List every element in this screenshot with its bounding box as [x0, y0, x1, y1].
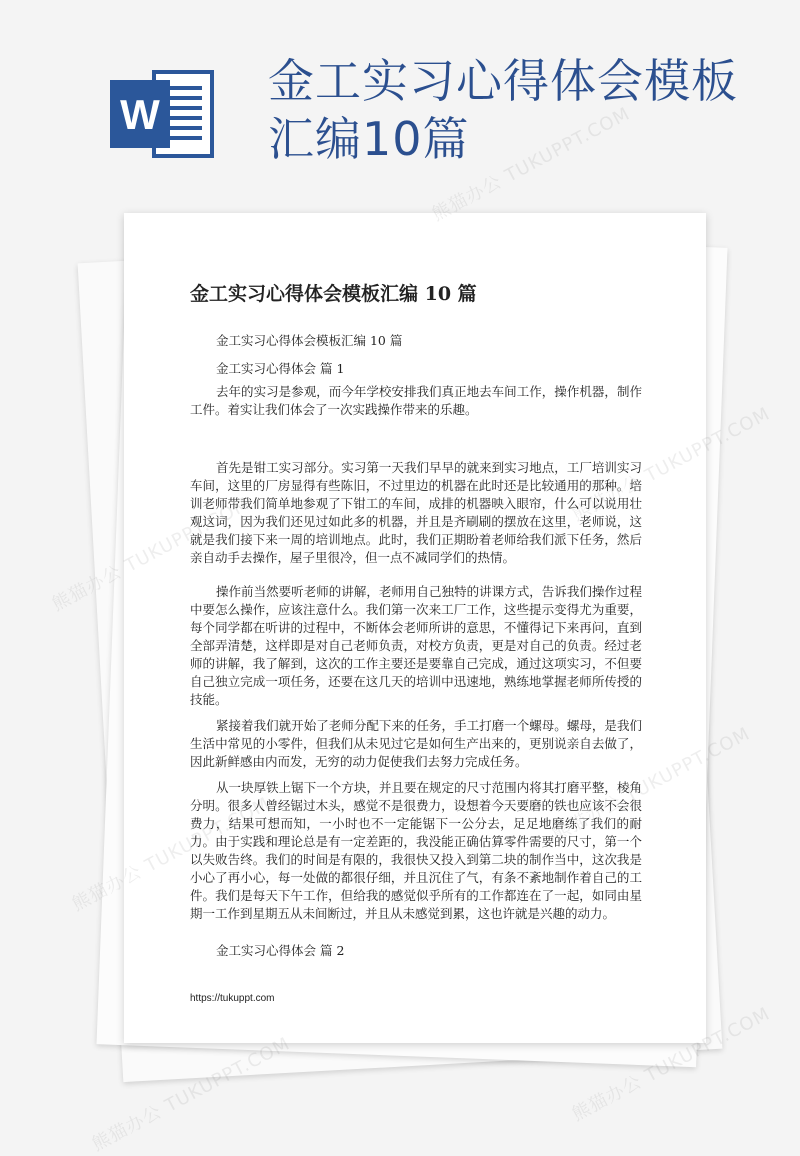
word-doc-icon [108, 66, 220, 162]
document-subtitle: 金工实习心得体会模板汇编 10 篇 [216, 333, 403, 348]
paragraph: 首先是钳工实习部分。实习第一天我们早早的就来到实习地点，工厂培训实习车间，这里的厂房显得有些陈旧，不过里边的机器在此时还是比较通用的那种。培训老师带我们简单地参观了下钳工的车间，成排的机器映入眼帘，什么可以说用壮观这词，因为我们还见过如此多的机器，并且是齐刷刷的摆放在这里，老师说，这就是我们接下来一周的培训地点。此时，我们正期盼着老师给我们派下任务，然后亲自动手去操作，屋子里很冷，但一点不减同学们的热情。 [190, 460, 642, 565]
paragraph: 从一块厚铁上锯下一个方块，并且要在规定的尺寸范围内将其打磨平整，棱角分明。很多人曾经锯过木头，感觉不是很费力，设想着今天要磨的铁也应该不会很费力，结果可想而知，一小时也不一定能锯下一公分去，足足地磨练了我们的耐力。由于实践和理论总是有一定差距的，我没能正确估算零件需要的尺寸，第一个以失败告终。我们的时间是有限的，我很快又投入到第二块的制作当中，这次我是小心了再小心，每一处做的都很仔细，并且沉住了气，有条不紊地制作着自己的工件。我们是每天下午工作，但给我的感觉似乎所有的工作都连在了一起，如同由星期一工作到星期五从未间断过，并且从未感觉到累，这也许就是兴趣的动力。 [190, 780, 642, 921]
paragraph: 去年的实习是参观，而今年学校安排我们真正地去车间工作，操作机器，制作工件。着实让我们体会了一次实践操作带来的乐趣。 [190, 384, 642, 417]
header-banner [0, 0, 800, 210]
watermark: 熊猫办公 [48, 561, 126, 616]
footer-url: https://tukuppt.com [190, 993, 275, 1004]
title-line-2: 汇编10篇 [268, 112, 470, 166]
watermark: 熊猫办公 TUKUPPT.COM [428, 103, 634, 226]
document-page [124, 213, 706, 1043]
paragraph: 紧接着我们就开始了老师分配下来的任务，手工打磨一个螺母。螺母，是我们生活中常见的小零件，但我们从未见过它是如何生产出来的，更别说亲自去做了，因此新鲜感由内而发，无穷的动力促使我们去努力完成任务。 [190, 718, 642, 769]
title-line-1: 金工实习心得体会模板 [268, 54, 738, 108]
section-heading-2: 金工实习心得体会 篇 2 [216, 943, 345, 958]
watermark: 熊猫办公 [568, 1071, 646, 1126]
watermark: 熊猫办公 TUKUPPT.COM [88, 1033, 294, 1156]
svg-text:W: W [120, 91, 160, 138]
page-title [268, 52, 768, 168]
paragraph: 操作前当然要听老师的讲解，老师用自己独特的讲课方式，告诉我们操作过程中要怎么操作，应该注意什么。我们第一次来工厂工作，这些提示变得尤为重要，每个同学都在听讲的过程中，不断体会老师所讲的意思，不懂得记下来再问，直到全部弄清楚，这样即是对自己老师负责，对校方负责，更是对自己的负责。经过老师的讲解，我了解到，这次的工作主要还是要靠自己完成，通过这项实习，不但要自己独立完成一项任务，还要在这几天的培训中迅速地，熟练地掌握老师所传授的技能。 [190, 584, 642, 707]
section-heading-1: 金工实习心得体会 篇 1 [216, 361, 345, 376]
document-title: 金工实习心得体会模板汇编 10 篇 [190, 283, 477, 305]
